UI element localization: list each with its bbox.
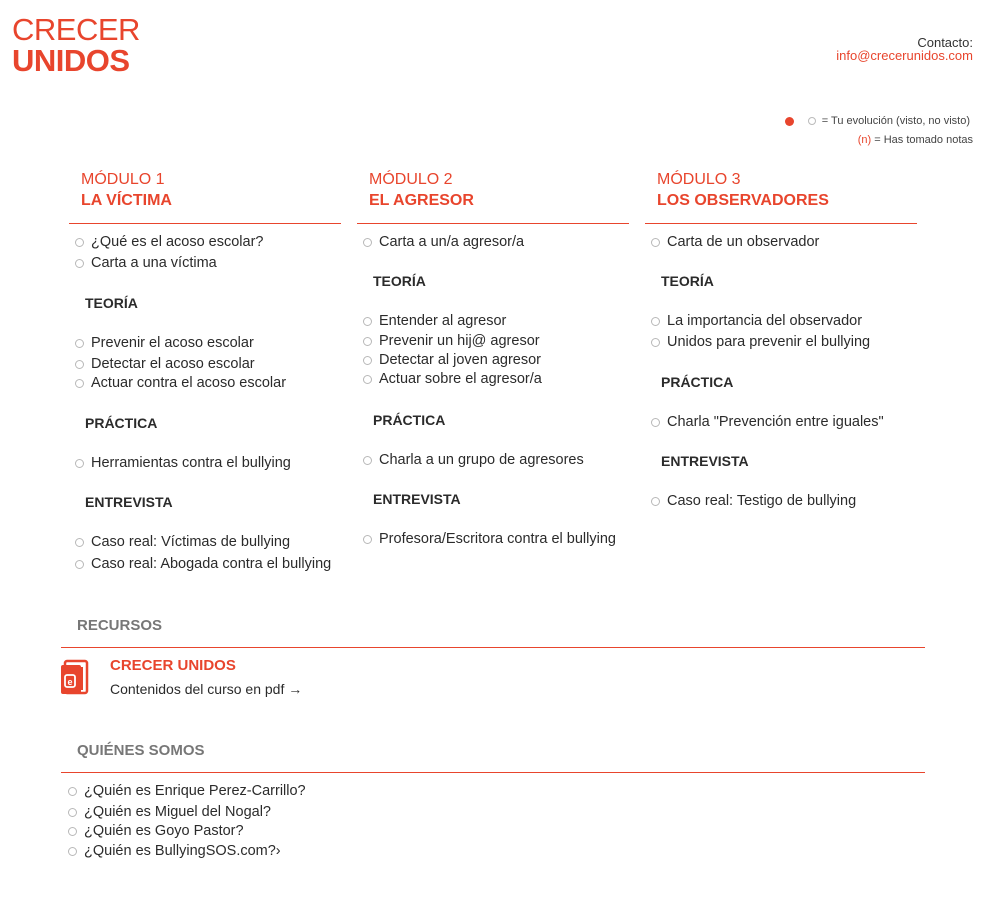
status-radio-icon [651, 418, 660, 427]
status-radio-icon [363, 317, 372, 326]
lesson-item[interactable] [75, 356, 255, 372]
lesson-item[interactable] [651, 493, 856, 509]
about-item[interactable] [68, 804, 271, 820]
lesson-label: Detectar al joven agresor [379, 352, 541, 368]
section-heading-teoria: TEORÍA [85, 295, 138, 311]
status-radio-icon [68, 808, 77, 817]
status-radio-icon [75, 538, 84, 547]
lesson-label: Caso real: Abogada contra el bullying [91, 556, 332, 572]
section-heading-entrevista: ENTREVISTA [661, 453, 749, 469]
svg-text:e: e [67, 677, 73, 687]
lesson-label: Detectar el acoso escolar [91, 356, 255, 372]
about-label: ¿Quién es Miguel del Nogal? [84, 804, 271, 820]
module-divider [357, 223, 629, 224]
module-number: MÓDULO 1 [81, 171, 165, 188]
status-radio-icon [75, 238, 84, 247]
section-heading-practica: PRÁCTICA [661, 374, 734, 390]
status-radio-icon [363, 238, 372, 247]
lesson-item[interactable] [363, 352, 541, 368]
lesson-label: Caso real: Víctimas de bullying [91, 534, 291, 550]
status-radio-icon [363, 456, 372, 465]
lesson-item[interactable] [363, 531, 616, 547]
logo-line-1[interactable]: CRECER [12, 12, 140, 47]
status-radio-icon [68, 827, 77, 836]
status-radio-icon [75, 459, 84, 468]
status-radio-icon [75, 560, 84, 569]
lesson-label: Caso real: Testigo de bullying [667, 493, 857, 509]
logo-line-2[interactable]: UNIDOS [12, 43, 130, 78]
module-title: EL AGRESOR [369, 192, 474, 209]
lesson-item[interactable] [75, 255, 217, 271]
status-radio-icon [363, 337, 372, 346]
about-label: ¿Quién es BullyingSOS.com?› [84, 843, 281, 859]
status-radio-icon [75, 259, 84, 268]
lesson-item[interactable] [651, 234, 819, 250]
status-radio-icon [651, 238, 660, 247]
section-heading-teoria: TEORÍA [661, 273, 714, 289]
lesson-label: Charla "Prevención entre iguales" [667, 414, 884, 430]
module-number: MÓDULO 2 [369, 171, 453, 188]
lesson-item[interactable] [363, 313, 506, 329]
notes-legend-text: = Has tomado notas [874, 134, 973, 146]
lesson-item[interactable] [363, 234, 524, 250]
status-radio-icon [68, 787, 77, 796]
lesson-item[interactable] [75, 335, 254, 351]
status-radio-icon [651, 497, 660, 506]
notes-legend [858, 134, 973, 146]
lesson-label: Prevenir el acoso escolar [91, 335, 254, 351]
about-label: ¿Quién es Enrique Perez-Carrillo? [84, 783, 306, 799]
lesson-label: Charla a un grupo de agresores [379, 452, 584, 468]
lesson-item[interactable] [75, 534, 290, 550]
lesson-label: Entender al agresor [379, 313, 507, 329]
status-radio-icon [75, 339, 84, 348]
section-heading-entrevista: ENTREVISTA [85, 494, 173, 510]
module-2-column [357, 170, 629, 547]
about-item[interactable] [68, 843, 281, 859]
quienes-list [62, 780, 462, 870]
lesson-label: Carta de un observador [667, 234, 820, 250]
lesson-label: Actuar contra el acoso escolar [91, 375, 287, 391]
lesson-item[interactable] [75, 556, 331, 572]
status-radio-icon [651, 317, 660, 326]
recursos-divider [61, 647, 925, 648]
module-divider [645, 223, 917, 224]
lesson-label: Unidos para prevenir el bullying [667, 334, 871, 350]
status-radio-icon [363, 535, 372, 544]
lesson-label: Prevenir un hij@ agresor [379, 333, 540, 349]
status-radio-icon [75, 379, 84, 388]
section-heading-teoria: TEORÍA [373, 273, 426, 289]
pdf-book-icon[interactable] [60, 658, 90, 701]
module-divider [69, 223, 341, 224]
quienes-heading: QUIÉNES SOMOS [77, 742, 205, 759]
section-heading-practica: PRÁCTICA [373, 412, 446, 428]
section-heading-entrevista: ENTREVISTA [373, 491, 461, 507]
unseen-dot-icon [808, 117, 816, 125]
status-radio-icon [363, 356, 372, 365]
resource-title[interactable]: CRECER UNIDOS [110, 657, 236, 674]
lesson-item[interactable] [363, 371, 542, 387]
lesson-item[interactable] [75, 375, 286, 391]
status-radio-icon [651, 338, 660, 347]
progress-legend-text: = Tu evolución (visto, no visto) [821, 115, 970, 127]
module-number: MÓDULO 3 [657, 171, 741, 188]
notes-marker: (n) [857, 134, 872, 146]
contact-label: Contacto: [917, 35, 973, 50]
quienes-divider [61, 772, 925, 773]
lesson-label: Profesora/Escritora contra el bullying [379, 531, 616, 547]
lesson-item[interactable] [651, 313, 862, 329]
module-title: LOS OBSERVADORES [657, 192, 829, 209]
pdf-download-link[interactable]: Contenidos del curso en pdf → [110, 681, 303, 697]
about-label: ¿Quién es Goyo Pastor? [84, 823, 244, 839]
lesson-item[interactable] [75, 234, 263, 250]
section-heading-practica: PRÁCTICA [85, 415, 158, 431]
lesson-label: La importancia del observador [667, 313, 863, 329]
lesson-label: Carta a una víctima [91, 255, 217, 271]
lesson-item[interactable] [651, 414, 884, 430]
status-radio-icon [75, 360, 84, 369]
about-item[interactable] [68, 823, 244, 839]
status-radio-icon [68, 847, 77, 856]
lesson-item[interactable] [363, 452, 584, 468]
progress-legend [785, 115, 970, 127]
module-title: LA VÍCTIMA [81, 192, 172, 209]
recursos-heading: RECURSOS [77, 617, 163, 634]
seen-dot-icon [785, 117, 794, 126]
lesson-label: Actuar sobre el agresor/a [379, 371, 542, 387]
module-1-column [69, 170, 341, 572]
lesson-label: ¿Qué es el acoso escolar? [91, 234, 264, 250]
lesson-item[interactable] [75, 455, 291, 471]
lesson-label: Carta a un/a agresor/a [379, 234, 525, 250]
status-radio-icon [363, 375, 372, 384]
lesson-item[interactable] [651, 334, 870, 350]
lesson-label: Herramientas contra el bullying [91, 455, 291, 471]
lesson-item[interactable] [363, 333, 540, 349]
contact-email-link[interactable]: info@crecerunidos.com [836, 48, 973, 63]
about-item[interactable] [68, 783, 306, 799]
module-3-column [645, 170, 917, 509]
